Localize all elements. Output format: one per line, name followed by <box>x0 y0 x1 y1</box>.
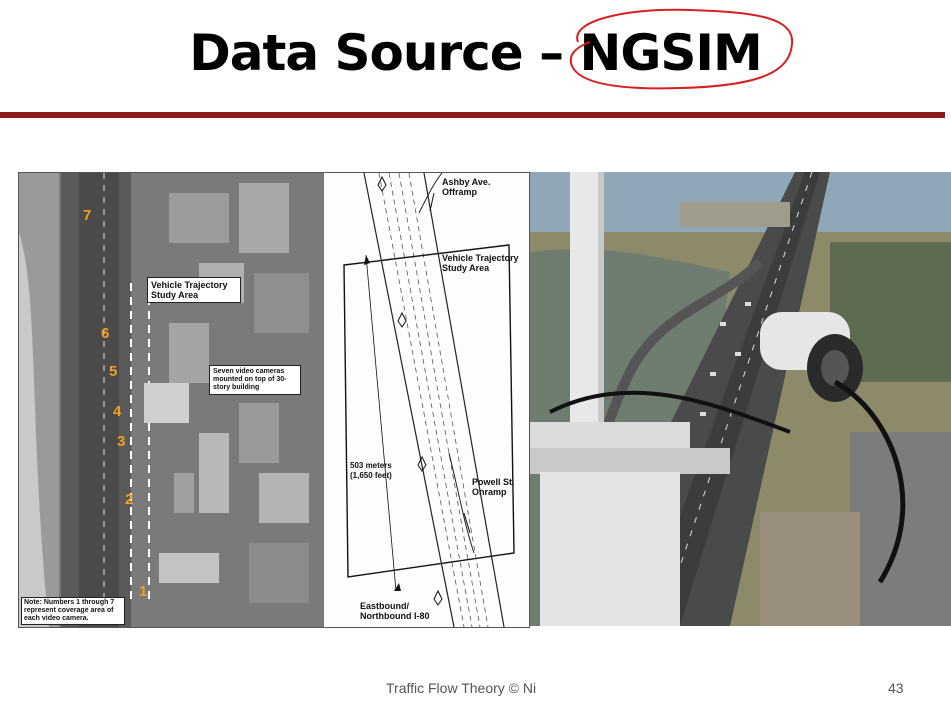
slide-title: Data Source – NGSIM <box>189 24 762 82</box>
camera-note: Note: Numbers 1 through 7 represent coverage area of each video camera. <box>21 597 125 625</box>
page-number: 43 <box>888 680 904 696</box>
direction-label: Eastbound/ Northbound I-80 <box>360 601 430 621</box>
camera-number: 6 <box>101 325 110 342</box>
camera-photo <box>530 172 951 626</box>
onramp-label: Powell St. Onramp <box>472 477 515 497</box>
study-area-label: Vehicle Trajectory Study Area <box>147 277 241 303</box>
annotation-circle <box>560 4 800 104</box>
footer-text: Traffic Flow Theory © Ni <box>386 680 537 696</box>
camera-number: 3 <box>117 433 126 450</box>
camera-number: 5 <box>109 363 118 380</box>
aerial-map <box>19 173 324 627</box>
roadway-diagram <box>324 173 529 627</box>
offramp-label: Ashby Ave. Offramp <box>442 177 491 197</box>
title-divider <box>0 112 945 118</box>
diagram-study-area-label: Vehicle Trajectory Study Area <box>442 253 519 273</box>
study-area-figure <box>18 172 530 628</box>
camera-number: 2 <box>125 491 134 508</box>
camera-number: 4 <box>113 403 122 420</box>
camera-number: 7 <box>83 207 92 224</box>
camera-number: 1 <box>139 583 148 600</box>
cameras-label: Seven video cameras mounted on top of 30-story building <box>209 365 301 395</box>
length-label: 503 meters (1,650 feet) <box>350 461 392 480</box>
